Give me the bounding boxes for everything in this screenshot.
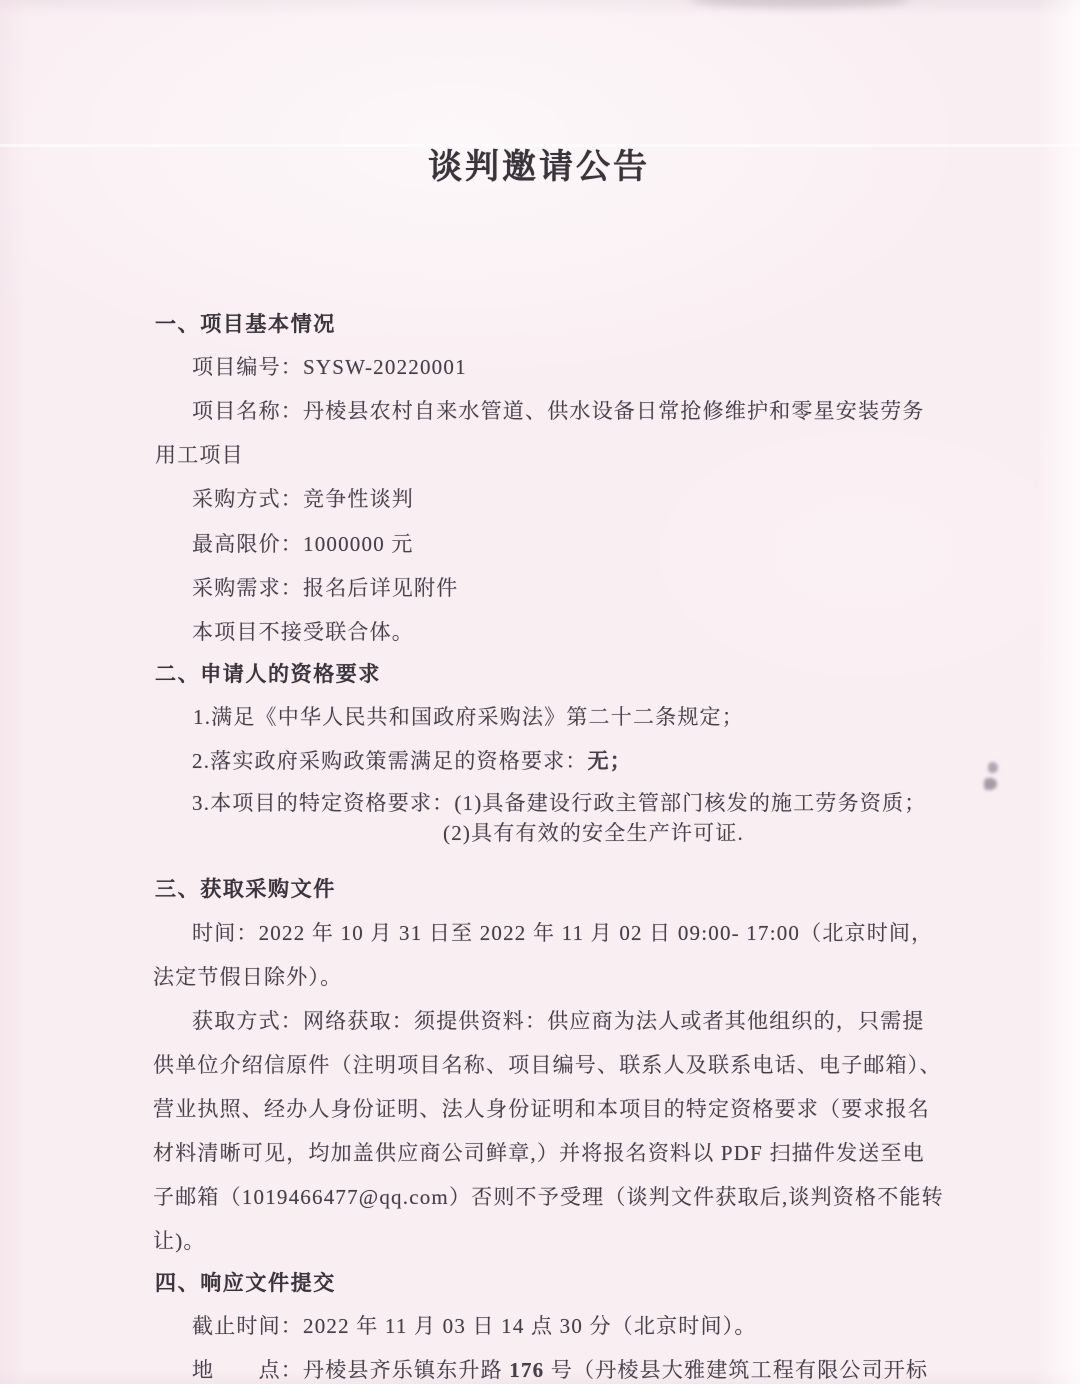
submit-deadline-line: [192, 1313, 757, 1340]
procurement-method-line: [192, 486, 414, 513]
text-run: 采购需求：报名后详见附件: [192, 576, 459, 600]
project-name-line-2: [155, 442, 244, 469]
procurement-demand-line: [192, 575, 458, 602]
text-run: 一、项目基本情况: [155, 313, 336, 336]
section-heading-3: [155, 876, 336, 903]
text-run: 四、响应文件提交: [155, 1272, 336, 1295]
text-run: 获取方式：网络获取：须提供资料：供应商为法人或者其他组织的，只需提: [192, 1009, 925, 1033]
text-run: 营业执照、经办人身份证明、法人身份证明和本项目的特定资格要求（要求报名: [153, 1097, 930, 1121]
obtain-method-line-2: [153, 1052, 942, 1079]
text-run: 3.本项目的特定资格要求：(1)具备建设行政主管部门核发的施工劳务资质；: [192, 791, 927, 815]
scan-line-artifact: [0, 144, 1080, 147]
text-run: 谈判邀请公告: [428, 149, 650, 186]
text-run: 截止时间：2022 年 11 月 03 日 14 点 30 分（北京时间）。: [192, 1314, 757, 1338]
text-run: 用工项目: [155, 443, 244, 467]
text-run: 法定节假日除外）。: [153, 965, 343, 989]
text-run: 2.落实政府采购政策需满足的资格要求：: [192, 749, 588, 773]
text-run: 项目名称：丹棱县农村自来水管道、供水设备日常抢修维护和零星安装劳务: [192, 399, 925, 423]
scanner-edge-shadow: [690, 0, 910, 8]
text-run: 时间：2022 年 10 月 31 日至 2022 年 11 月 02 日 09:00- 17:00（北京时间，: [192, 921, 934, 945]
text-run: 1.满足《中华人民共和国政府采购法》第二十二条规定；: [193, 705, 744, 729]
no-consortium-line: [192, 619, 414, 646]
price-limit-line: [192, 531, 414, 558]
obtain-method-line-3: [153, 1096, 930, 1123]
ink-smudge-artifact: [988, 762, 998, 773]
text-run: 176: [509, 1358, 545, 1382]
section-heading-1: [155, 311, 336, 338]
qualification-line-3b: [443, 820, 744, 847]
obtain-method-line-1: [192, 1008, 925, 1035]
text-run: 无；: [587, 749, 632, 773]
qualification-line-2: [192, 748, 632, 775]
ink-smudge-artifact: [984, 778, 997, 790]
project-name-line: [192, 398, 925, 425]
text-run: 让)。: [153, 1229, 206, 1253]
obtain-method-line-6: [153, 1228, 206, 1255]
text-run: 二、申请人的资格要求: [155, 663, 381, 686]
obtain-time-line-2: [153, 964, 342, 991]
text-run: 采购方式：竞争性谈判: [192, 487, 414, 511]
text-run: 材料清晰可见，均加盖供应商公司鲜章,）并将报名资料以 PDF 扫描件发送至电: [153, 1141, 925, 1165]
qualification-line-1: [193, 704, 744, 731]
text-run: 项目编号：SYSW-20220001: [192, 355, 467, 379]
section-heading-2: [155, 661, 381, 688]
qualification-line-3: [192, 790, 926, 817]
text-run: 子邮箱（1019466477@qq.com）否则不予受理（谈判文件获取后,谈判资格不能转: [153, 1185, 944, 1209]
project-number-line: [192, 354, 467, 381]
text-run: 地 点：丹棱县齐乐镇东升路: [192, 1358, 510, 1382]
submit-location-line: [192, 1357, 928, 1384]
text-run: 本项目不接受联合体。: [192, 620, 414, 644]
text-run: 供单位介绍信原件（注明项目名称、项目编号、联系人及联系电话、电子邮箱）、: [153, 1053, 942, 1077]
text-run: 三、获取采购文件: [155, 878, 336, 901]
text-run: 最高限价：1000000 元: [192, 532, 414, 556]
text-run: 号（丹棱县大雅建筑工程有限公司开标: [544, 1358, 929, 1382]
obtain-method-line-4: [153, 1140, 925, 1167]
obtain-method-line-5: [153, 1184, 944, 1211]
doc-title: [428, 148, 650, 188]
obtain-time-line-1: [192, 920, 933, 947]
section-heading-4: [155, 1270, 336, 1297]
text-run: (2)具有有效的安全生产许可证.: [443, 821, 744, 845]
